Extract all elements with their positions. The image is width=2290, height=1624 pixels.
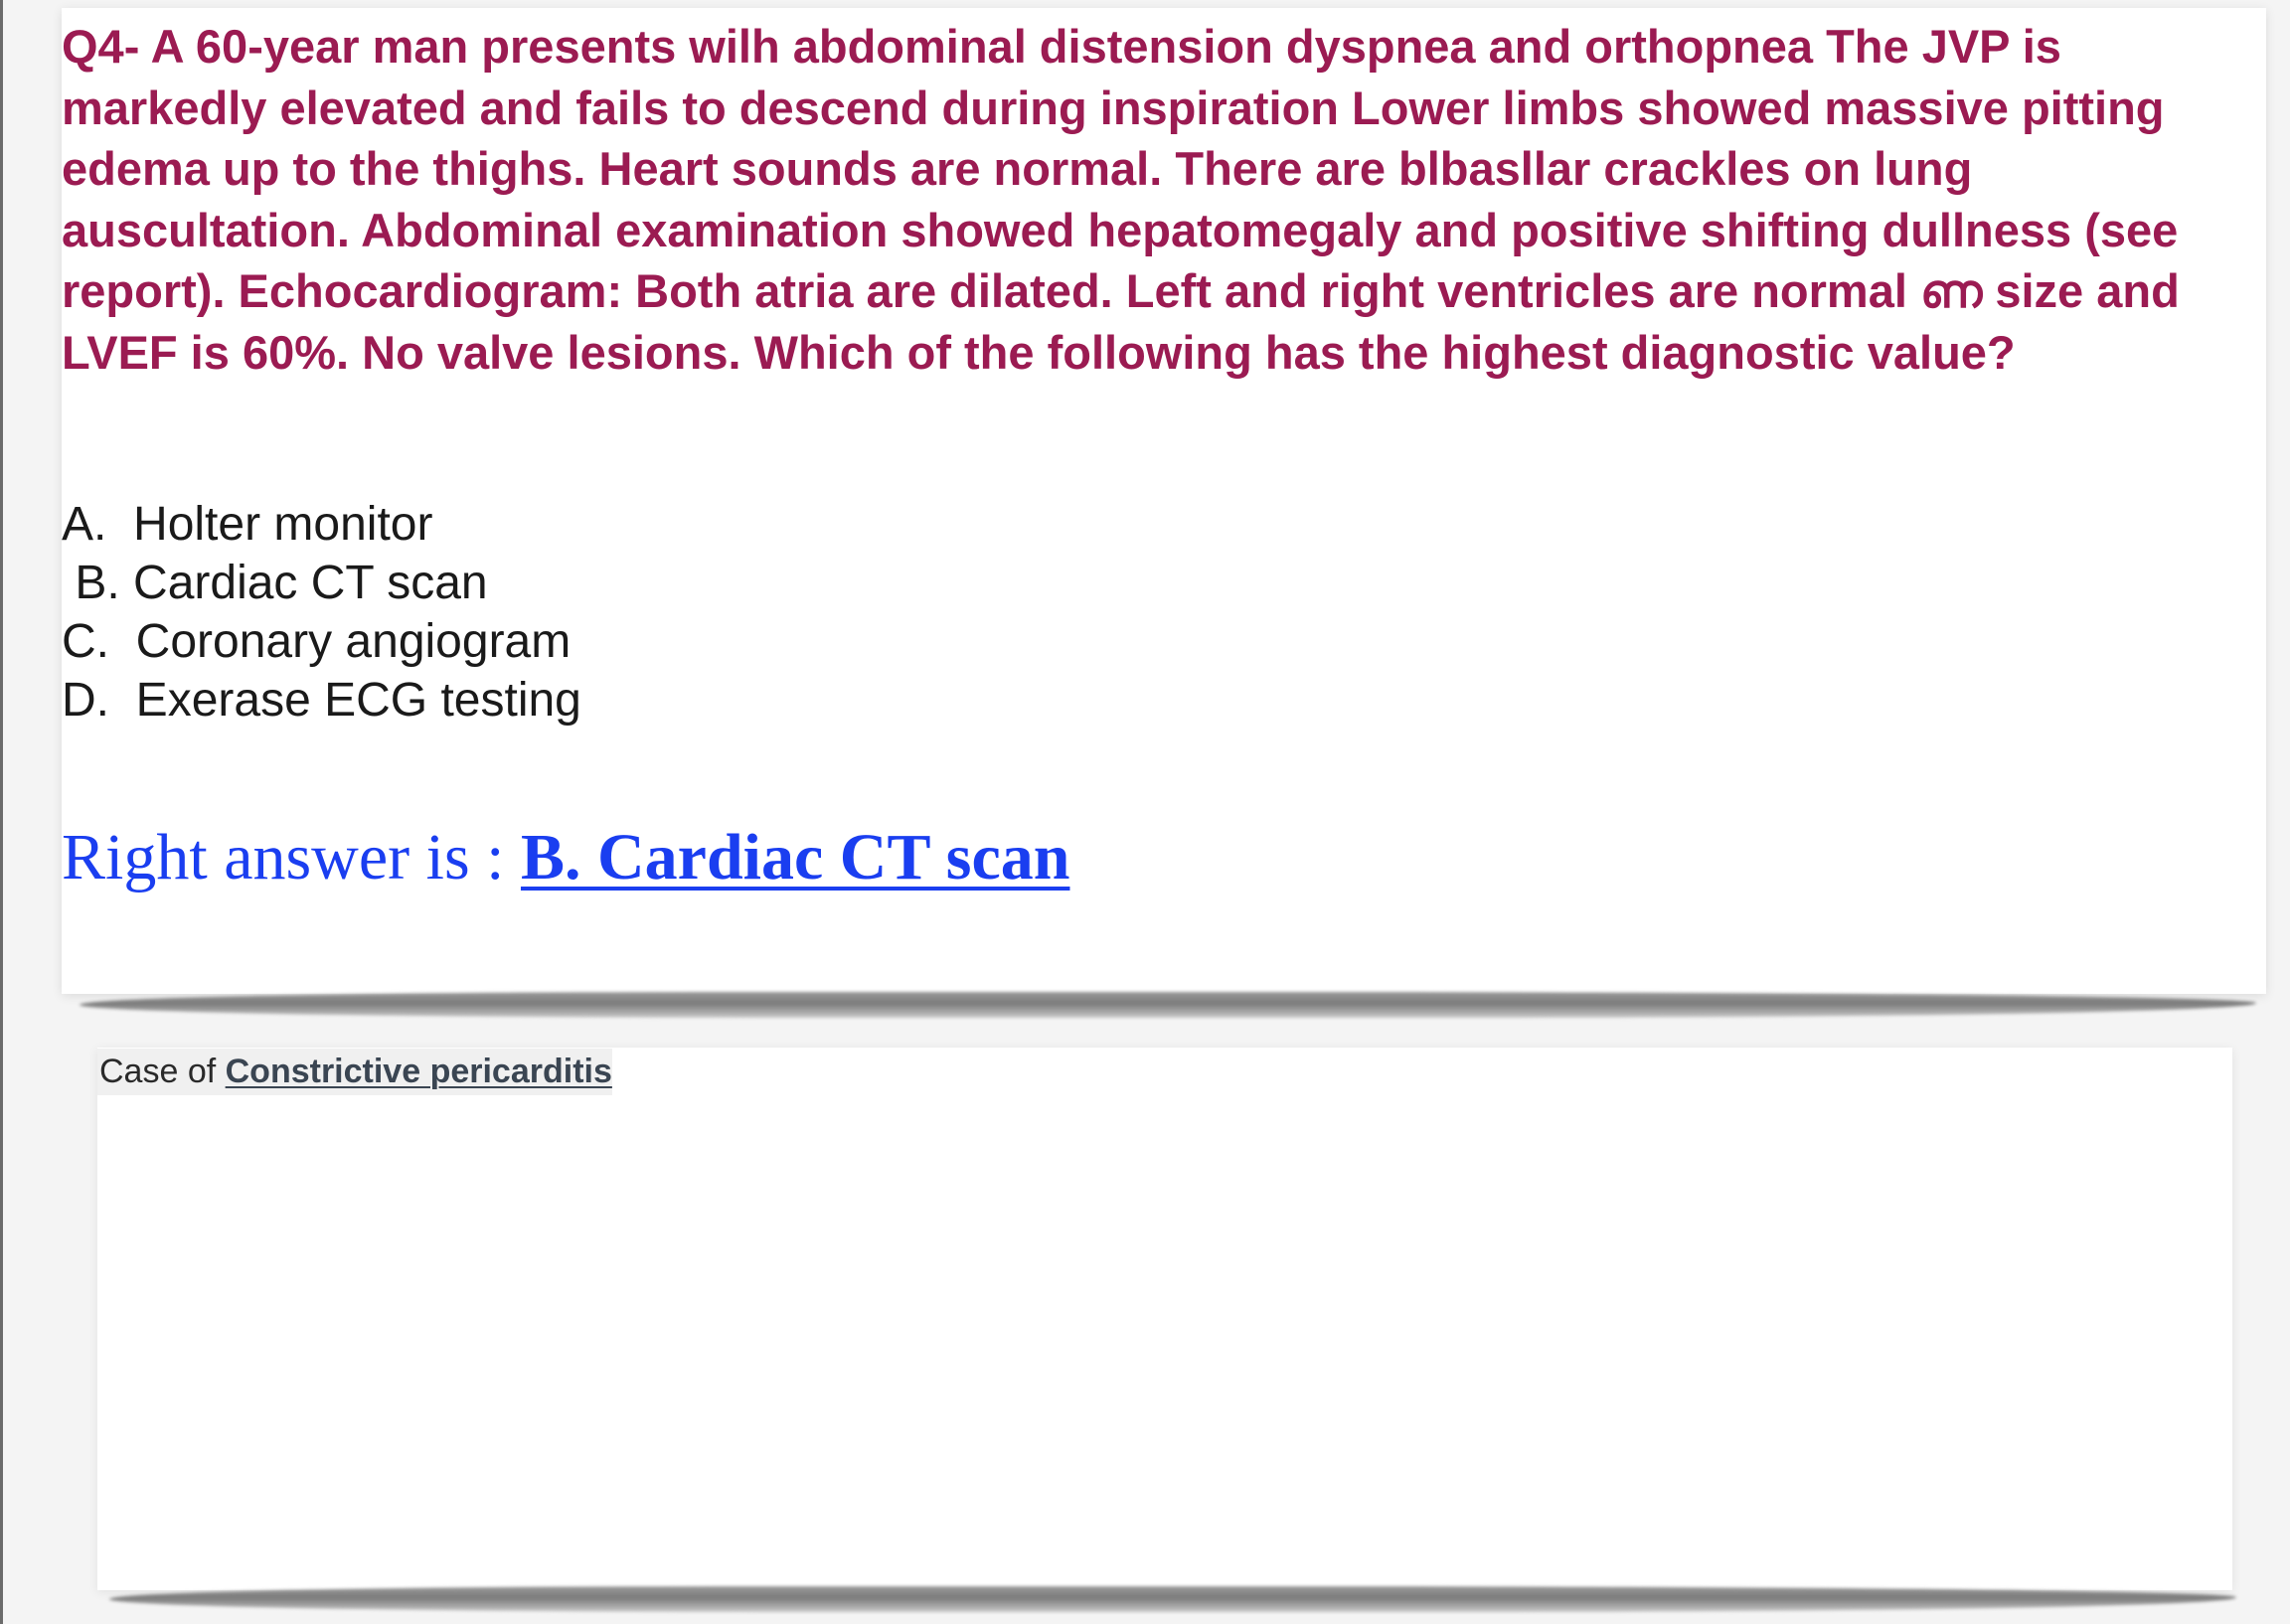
answer-options [62,495,581,730]
torn-edge-bottom [109,1586,2236,1612]
case-caption [97,1049,612,1095]
right-answer [62,820,1069,895]
option-d: D. Exerase ECG testing [62,674,581,727]
option-b: B. Cardiac CT scan [62,557,488,609]
option-a: A. Holter monitor [62,498,433,551]
torn-edge-divider [80,992,2256,1018]
case-diagnosis-link[interactable]: Constrictive pericarditis [225,1053,612,1090]
option-c: C. Coronary angiogram [62,615,572,668]
right-answer-link[interactable]: B. Cardiac CT scan [520,821,1070,893]
question-text: Q4- A 60-year man presents wilh abdominal distension dyspnea and orthopnea The JVP is markedly elevated and fails to descend during inspiration Lower limbs showed massive pitting edema up to the thighs. Heart sounds are normal. There are blbasllar crackles on lung auscultation. Abdominal examination showed hepatomegaly and positive shifting dullness (see report). Echocardiogram: Both atria are dilated. Left and right ventricles are normal ണ size and LVEF is 60%. No valve lesions. Which of the following has the highest diagnostic value? [62,20,2180,379]
left-border [0,0,3,1624]
right-answer-label: Right answer is : [62,821,521,893]
case-caption-label: Case of [99,1053,226,1090]
case-card [97,1048,2232,1590]
